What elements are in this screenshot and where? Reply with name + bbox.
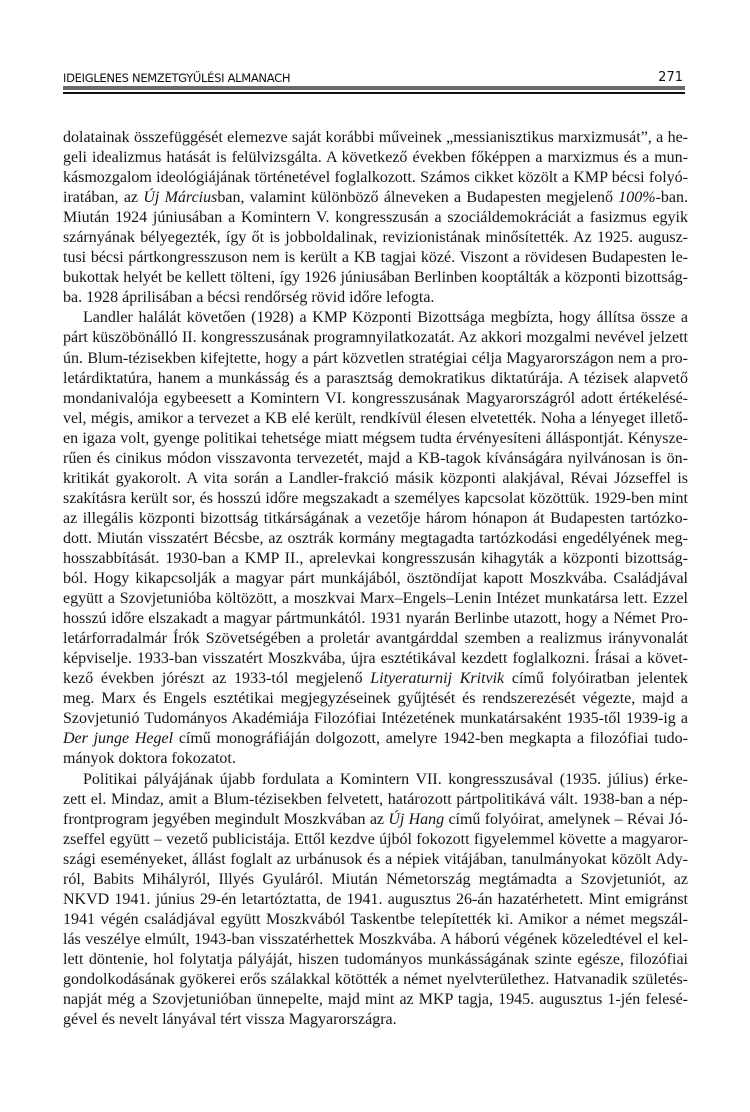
text-line: ról, Babits Mihályról, Illyés Gyuláról. Miután Németország megtámadta a Szovjetuniót, az bbox=[63, 870, 688, 888]
text-line: vel, mégis, amikor a tervezet a KB elé került, rendkívül élesen elvetették. Noha a lényeget illető- bbox=[63, 409, 688, 427]
text-line: napját még a Szovjetunióban ünnepelte, majd mint az MKP tagja, 1945. augusztus 1-jén felesé- bbox=[63, 991, 688, 1009]
text-line: mondanivalója egybeesett a Komintern VI. kongresszusának Magyarországról adott értékelésé- bbox=[63, 389, 688, 407]
text-line: en igaza volt, gyenge politikai tehetsége miatt mégsem tudta érvényesíteni álláspontját. Kénysze- bbox=[63, 429, 688, 447]
text-line: gével és nevelt lányával tért vissza Magyarországra. bbox=[63, 1011, 397, 1029]
text-line: kritikát gyakorolt. A vita során a Landler-frakció másik központi alakjával, Révai Józseffel is bbox=[63, 469, 688, 487]
body-text bbox=[63, 128, 688, 1030]
text-line: geli idealizmus hatását is felülvizsgálta. A következő években főképpen a marxizmus és a mun- bbox=[63, 149, 688, 167]
text-line: zett el. Mindaz, amit a Blum-tézisekben felvetett, határozott pártpolitikává vált. 1938-ban a nép- bbox=[63, 790, 688, 808]
text-line: bukottak helyét be kellett tölteni, így 1926 júniusában Berlinben kooptálták a központi bizottság- bbox=[63, 269, 688, 287]
text-line: hosszabbítását. 1930-ban a KMP II., aprelevkai kongresszusán kihagyták a központi bizottság- bbox=[63, 549, 688, 567]
text-line: NKVD 1941. június 29-én letartóztatta, de 1941. augusztus 26-án hazatérhetett. Mint emigránst bbox=[63, 890, 688, 908]
text-line: gondolkodásának gyökerei erős szálakkal kötötték a német nyelvterülethez. Hatvanadik születés- bbox=[63, 970, 688, 988]
text-line: zseffel együtt – vezető publicistája. Ettől kezdve újból fokozott figyelemmel követte a magyaror- bbox=[63, 830, 688, 848]
italic-title: Lityeraturnij Kritvik bbox=[370, 670, 505, 688]
running-header bbox=[63, 70, 683, 86]
text-line: kásmozgalom ideológiájának történetével foglalkozott. Számos cikket közölt a KMP bécsi folyó- bbox=[63, 169, 688, 187]
italic-title: Új Március bbox=[143, 189, 218, 207]
text-line: szági eseményeket, állást foglalt az urbánusok és a népiek vitájában, tanulmányokat közölt Ady- bbox=[63, 850, 688, 868]
text-line: ún. Blum-tézisekben kifejtette, hogy a párt közvetlen stratégiai célja Magyarországon nem a pro- bbox=[63, 349, 688, 367]
text-line: rűen és cinikus módon visszavonta tervezetét, majd a KB-tagok kívánságára nyilvánosan is ön- bbox=[63, 449, 688, 467]
text-line: dolatainak összefüggését elemezve saját korábbi műveinek „messianisztikus marxizmusát”, a he- bbox=[63, 129, 688, 146]
text-line: dott. Miután visszatért Bécsbe, az osztrák kormány megtagadta tartózkodási engedélyének meg- bbox=[63, 529, 688, 547]
text-line: párt küszöbönálló II. kongresszusának programnyilatkozatát. Az akkori mozgalmi nevével jelzett bbox=[63, 329, 688, 347]
text-line: az illegális központi bizottság titkárságának a vezetője három hónapon át Budapesten tartózko- bbox=[63, 509, 688, 527]
text-line: Politikai pályájának újabb fordulata a Komintern VII. kongresszusával (1935. július) érke- bbox=[83, 770, 688, 788]
text-line: 1941 végén családjával együtt Moszkvából Taskentbe telepítették ki. Amikor a német megszál- bbox=[63, 910, 688, 928]
text-line: mányok doktora fokozatot. bbox=[63, 750, 236, 768]
text-line: lett döntenie, hol folytatja pályáját, hiszen tudományos munkásságának szinte egésze, filozófiai bbox=[63, 950, 688, 968]
text-line: letárdiktatúra, hanem a munkásság és a parasztság demokratikus diktatúrája. A tézisek alapvető bbox=[63, 369, 688, 387]
italic-title: 100% bbox=[618, 189, 656, 207]
text-line: ból. Hogy kikapcsolják a magyar párt munkájából, ösztöndíjat kapott Moszkvába. Családjával bbox=[63, 570, 688, 588]
text-line: Der junge Hegel című monográfiáján dolgozott, amelyre 1942-ben megkapta a filozófiai tudo- bbox=[63, 730, 688, 748]
text-line: frontprogram jegyében megindult Moszkvában az Új Hang című folyóirat, amelynek – Révai Jó- bbox=[63, 810, 688, 828]
text-line: szárnyának bélyegezték, így őt is jobboldalinak, revizionistának minősítették. Az 1925. augusz- bbox=[63, 229, 688, 247]
text-line: iratában, az Új Márciusban, valamint különböző álneveken a Budapesten megjelenő 100%-ban. bbox=[63, 189, 688, 207]
running-title: IDEIGLENES NEMZETGYŰLÉSI ALMANACH bbox=[63, 71, 291, 85]
text-line: Miután 1924 júniusában a Komintern V. kongresszusán a szociáldemokráciát a fasizmus egyik bbox=[63, 209, 688, 227]
text-line: hosszú időre elszakadt a magyar pártmunkától. 1931 nyarán Berlinbe utazott, hogy a Német Pro- bbox=[63, 610, 688, 628]
text-line: letárforradalmár Írók Szövetségében a proletár avantgárddal szemben a realizmus irányvonalát bbox=[63, 630, 688, 648]
italic-title: Der junge Hegel bbox=[63, 730, 174, 748]
text-line: szakításra került sor, és hosszú időre megszakadt a személyes kapcsolat közöttük. 1929-ben mint bbox=[63, 489, 688, 507]
text-line: tusi bécsi pártkongresszuson nem is került a KB tagjai közé. Viszont a rövidesen Budapesten le- bbox=[63, 249, 688, 267]
text-line: együtt a Szovjetunióba költözött, a moszkvai Marx–Engels–Lenin Intézet munkatársa lett. Ezzel bbox=[63, 590, 688, 608]
header-rule-thick bbox=[63, 86, 685, 90]
page-number: 271 bbox=[658, 70, 683, 85]
text-line: Landler halálát követően (1928) a KMP Központi Bizottsága megbízta, hogy állítsa össze a bbox=[83, 309, 688, 327]
text-line: ba. 1928 áprilisában a bécsi rendőrség rövid időre lefogta. bbox=[63, 289, 435, 307]
text-line: kező években jórészt az 1933-tól megjelenő Lityeraturnij Kritvik című folyóiratban jelentek bbox=[63, 670, 688, 688]
header-rule-thin bbox=[63, 92, 685, 94]
text-line: lás veszélye elmúlt, 1943-ban visszatérhettek Moszkvába. A háború végének közeledtével el kel- bbox=[63, 930, 688, 948]
text-line: meg. Marx és Engels esztétikai megjegyzéseinek gyűjtését és rendszerezését végezte, majd a bbox=[63, 690, 688, 708]
text-line: képviselje. 1933-ban visszatért Moszkvába, újra esztétikával kezdett foglalkozni. Írásai a követ- bbox=[63, 650, 688, 668]
text-line: Szovjetunió Tudományos Akadémiája Filozófiai Intézetének munkatársaként 1935-től 1939-ig a bbox=[63, 710, 688, 728]
italic-title: Új Hang bbox=[388, 810, 445, 828]
